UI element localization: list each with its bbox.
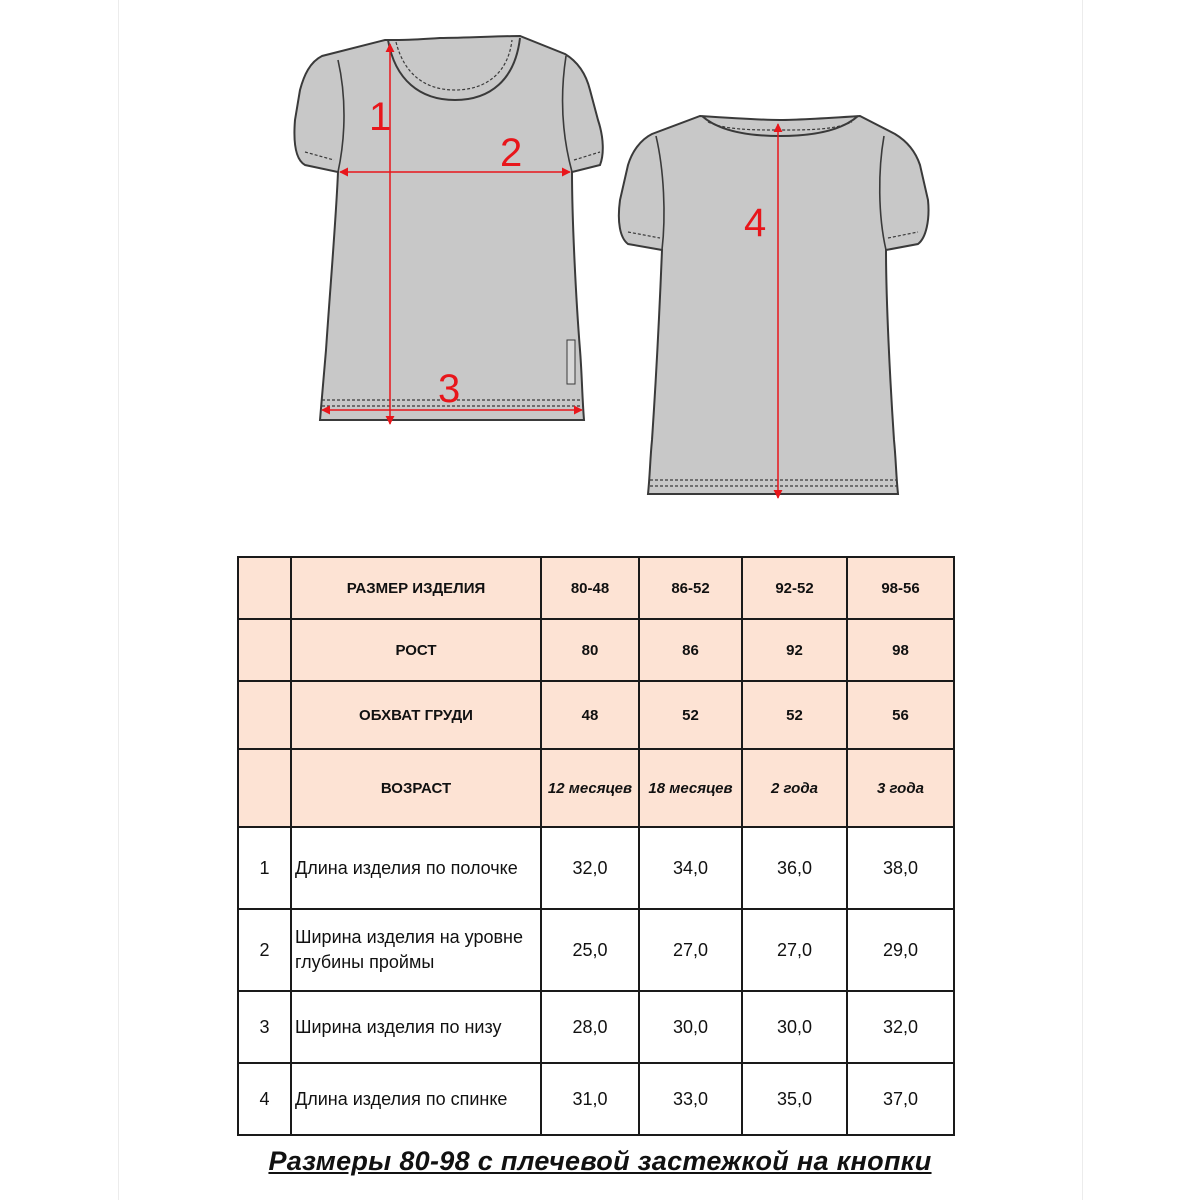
size-value-cell: 98 <box>847 619 954 681</box>
measurement-row <box>238 827 954 909</box>
row-label: РОСТ <box>291 619 541 681</box>
back-tshirt-drawing <box>619 116 929 498</box>
measurement-value-cell: 25,0 <box>541 909 639 991</box>
measurement-value-cell: 30,0 <box>742 991 847 1063</box>
empty-cell <box>238 619 291 681</box>
measurement-value-cell: 29,0 <box>847 909 954 991</box>
size-value-cell: 92-52 <box>742 557 847 619</box>
measurement-value-cell: 31,0 <box>541 1063 639 1135</box>
measurement-row <box>238 991 954 1063</box>
empty-cell <box>238 749 291 827</box>
measurement-value-cell: 32,0 <box>847 991 954 1063</box>
measurement-name: Длина изделия по полочке <box>291 827 541 909</box>
size-value-cell: 2 года <box>742 749 847 827</box>
header-row <box>238 557 954 619</box>
measurement-name: Длина изделия по спинке <box>291 1063 541 1135</box>
measurement-value-cell: 37,0 <box>847 1063 954 1135</box>
row-label: РАЗМЕР ИЗДЕЛИЯ <box>291 557 541 619</box>
measurement-number: 4 <box>238 1063 291 1135</box>
size-value-cell: 92 <box>742 619 847 681</box>
measurement-number: 1 <box>238 827 291 909</box>
header-row <box>238 619 954 681</box>
row-label: ВОЗРАСТ <box>291 749 541 827</box>
measurement-row <box>238 909 954 991</box>
size-value-cell: 12 месяцев <box>541 749 639 827</box>
empty-cell <box>238 557 291 619</box>
tshirt-measurement-diagram <box>0 0 1200 540</box>
measurement-value-cell: 33,0 <box>639 1063 742 1135</box>
measurement-name: Ширина изделия на уровне глубины проймы <box>291 909 541 991</box>
measure-mark-1: 1 <box>369 95 392 139</box>
size-value-cell: 86 <box>639 619 742 681</box>
size-value-cell: 52 <box>639 681 742 749</box>
measurement-value-cell: 32,0 <box>541 827 639 909</box>
measurement-number: 3 <box>238 991 291 1063</box>
measure-mark-4: 4 <box>744 201 767 245</box>
measure-mark-3: 3 <box>438 367 461 411</box>
size-value-cell: 86-52 <box>639 557 742 619</box>
size-value-cell: 48 <box>541 681 639 749</box>
measurement-value-cell: 35,0 <box>742 1063 847 1135</box>
measurement-number: 2 <box>238 909 291 991</box>
size-caption: Размеры 80-98 с плечевой застежкой на кнопки <box>268 1146 932 1176</box>
measurement-value-cell: 30,0 <box>639 991 742 1063</box>
measurement-value-cell: 38,0 <box>847 827 954 909</box>
measurement-value-cell: 27,0 <box>639 909 742 991</box>
row-label: ОБХВАТ ГРУДИ <box>291 681 541 749</box>
size-value-cell: 80-48 <box>541 557 639 619</box>
measurement-value-cell: 28,0 <box>541 991 639 1063</box>
size-value-cell: 98-56 <box>847 557 954 619</box>
measurement-value-cell: 27,0 <box>742 909 847 991</box>
size-value-cell: 3 года <box>847 749 954 827</box>
empty-cell <box>238 681 291 749</box>
measurement-name: Ширина изделия по низу <box>291 991 541 1063</box>
size-value-cell: 80 <box>541 619 639 681</box>
measure-mark-2: 2 <box>500 131 523 175</box>
header-row <box>238 681 954 749</box>
front-tshirt-drawing <box>294 36 602 424</box>
size-value-cell: 18 месяцев <box>639 749 742 827</box>
size-value-cell: 56 <box>847 681 954 749</box>
measurement-row <box>238 1063 954 1135</box>
measurement-value-cell: 36,0 <box>742 827 847 909</box>
size-table <box>237 556 955 1136</box>
measurement-value-cell: 34,0 <box>639 827 742 909</box>
header-row <box>238 749 954 827</box>
size-value-cell: 52 <box>742 681 847 749</box>
